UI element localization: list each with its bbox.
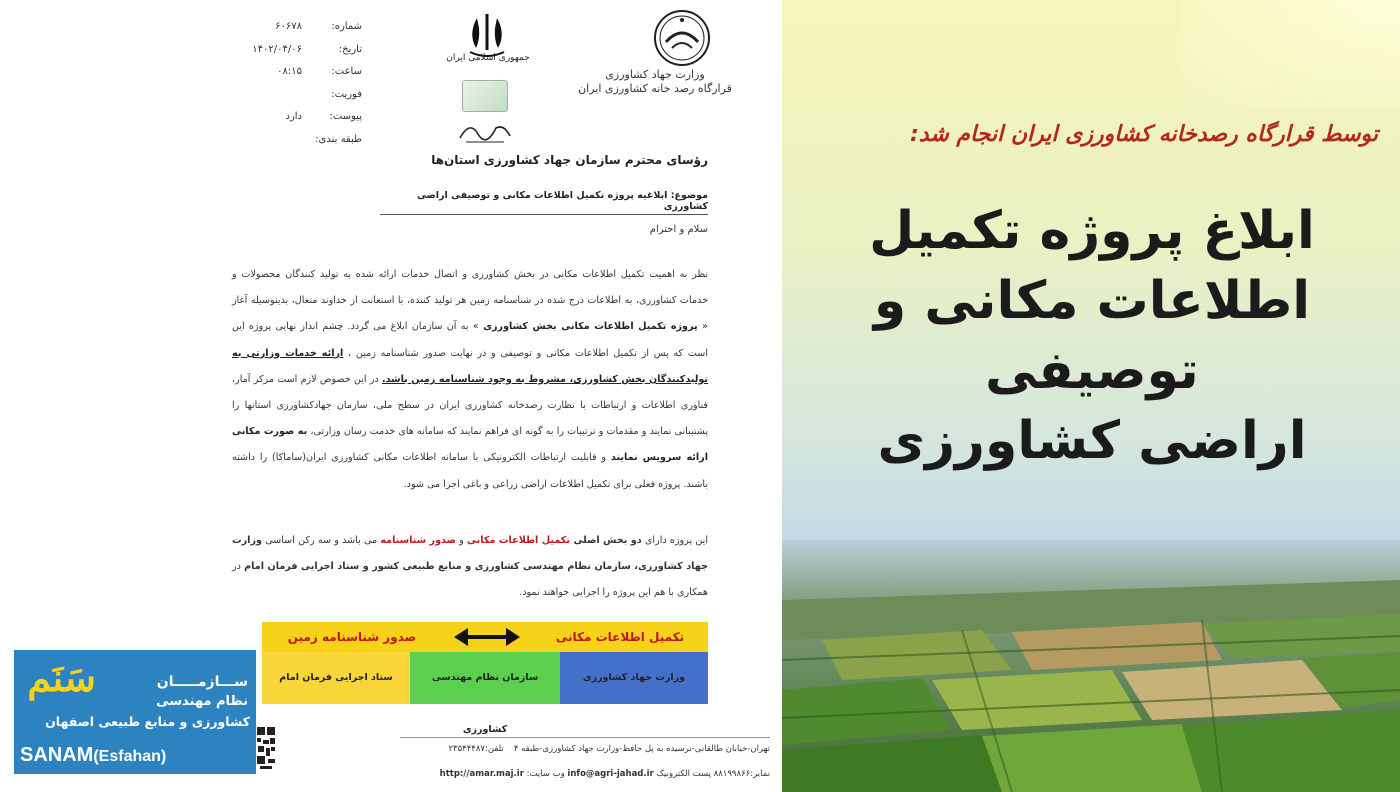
farmland-aerial-image xyxy=(782,540,1400,792)
meta-row xyxy=(222,106,362,129)
unit-name: قرارگاه رصد خانه کشاورزی ایران xyxy=(578,82,732,95)
body-red-highlight: تکمیل اطلاعات مکانی xyxy=(466,535,570,546)
footer-email[interactable]: info@agri-jahad.ir xyxy=(567,769,654,779)
meta-label: ساعت: xyxy=(331,66,362,78)
sanam-badge xyxy=(14,650,256,774)
meta-label: تاریخ: xyxy=(338,43,362,55)
jahad-keshavarzi-logo-icon xyxy=(652,8,712,68)
footer-phone: تلفن:۲۳۵۴۴۴۸۷ xyxy=(448,744,504,754)
ministry-caption xyxy=(560,68,750,96)
letter-body xyxy=(232,262,708,498)
letter-body-second xyxy=(232,528,708,606)
meta-row xyxy=(222,84,362,107)
diagram-label-spatial-info: تکمیل اطلاعات مکانی xyxy=(555,630,685,644)
body-text: » به آن سازمان ابلاغ می گردد. چشم انداز نهایی پروژه این است که پس از تکمیل اطلاعات مکانی و توصیفی و در نهایت صدور شناسنامه زمین ، xyxy=(232,321,708,359)
sanam-org-line1: ســـازمـــــان xyxy=(156,674,248,690)
poster-title xyxy=(812,196,1372,476)
meta-label: شماره: xyxy=(331,21,362,32)
footer-contact xyxy=(400,769,770,779)
poster-title-line2: اطلاعات مکانی و توصیفی xyxy=(873,271,1311,401)
meta-value xyxy=(222,84,302,107)
footer-row xyxy=(400,743,770,756)
body-text: نظر به اهمیت تکمیل اطلاعات مکانی در بخش کشاورزی و اتصال خدمات ارائه شده به تولید کنندگان محصولات و خدمات کشاورزی، به اطلاعات درج شده در شناسنامه زمین هر تولید کننده، با استعانت از خداوند متعال، بدینوسیله آغاز « xyxy=(232,269,709,333)
poster-title-line3: اراضی کشاورزی xyxy=(877,411,1307,471)
meta-label: فوریت: xyxy=(331,88,362,100)
meta-row xyxy=(222,61,362,84)
footer-email-label: پست الکترونیک xyxy=(656,769,711,779)
meta-label: پیوست: xyxy=(329,111,362,123)
body-text: در همکاری با هم این پروژه را اجرایی خواهند نمود. xyxy=(232,561,708,598)
meta-value: دارد xyxy=(285,111,302,123)
project-diagram xyxy=(262,622,708,735)
body-bold-service: به صورت مکانی ارائه سرویس نمایند xyxy=(232,426,708,464)
body-text: می باشد و سه رکن اساسی xyxy=(261,535,381,546)
announcement-poster xyxy=(782,0,1400,792)
sanam-logo: سَنَم xyxy=(27,655,96,700)
greeting: سلام و احترام xyxy=(649,224,708,235)
body-bold-project: پروژه تکمیل اطلاعات مکانی بخش کشاورزی xyxy=(478,321,703,333)
seal-stamp xyxy=(462,80,508,112)
sanam-org-line3: کشاورزی و منابع طبیعی اصفهان xyxy=(45,714,250,729)
body-bold-pillars: وزارت جهاد کشاورزی، سازمان نظام مهندسی کشاورزی و منابع طبیعی کشور و ستاد اجرایی فرمان امام xyxy=(232,535,708,572)
body-text: و xyxy=(455,535,467,546)
signature xyxy=(456,116,514,146)
body-text: و قابلیت ارتباطات الکترونیکی با سامانه اطلاعات مکانی کشاورزی ایران(ساماکا) را داشته باشند. پروژه فعلی برای تکمیل اطلاعات اراضی زراعی و باغی اجرا می شود. xyxy=(232,452,708,490)
republic-text: جمهوری اسلامی ایران xyxy=(446,53,530,63)
sanam-latin-sub: (Esfahan) xyxy=(93,748,167,765)
sanam-latin-main: SANAM xyxy=(20,744,94,766)
footer-site-label: وب سایت: xyxy=(526,769,565,779)
body-bold-underlined: ارائه خدمات وزارتی به تولیدکنندگان بخش کشاورزی، مشروط به وجود شناسنامه زمین باشد. xyxy=(232,347,708,385)
meta-value xyxy=(222,129,302,152)
double-arrow-icon xyxy=(454,628,520,646)
body-text: این پروژه دارای xyxy=(641,535,709,546)
sanam-org-line2: نظام مهندسی xyxy=(156,694,248,709)
meta-value: ۱۴۰۲/۰۴/۰۶ xyxy=(252,43,302,55)
meta-label: طبقه بندی: xyxy=(315,133,362,145)
diagram-box-ministry: وزارت جهاد کشاورزی xyxy=(560,652,708,704)
ministry-name: وزارت جهاد کشاورزی xyxy=(605,68,705,81)
meta-row xyxy=(222,39,362,62)
poster-subtitle: توسط قرارگاه رصدخانه کشاورزی ایران انجام شد: xyxy=(909,122,1378,147)
sky-glow xyxy=(1182,0,1400,110)
letter-meta xyxy=(222,16,362,152)
meta-row xyxy=(222,129,362,152)
body-text: در این خصوص لازم است مرکز آمار، فناوری اطلاعات و ارتباطات با نظارت رصدخانه کشاورزی ایران در سطح ملی، سازمان جهادکشاورزی استانها را پشتیبانی نمایند و مقدمات و ترتیبات را به گونه ای فراهم نمایند که سامانه های خدمت رسان وزارتی، xyxy=(232,373,708,438)
subject-line: موضوع: ابلاغیه پروژه تکمیل اطلاعات مکانی و توصیفی اراضی کشاورزی xyxy=(380,190,708,215)
diagram-box-imam-headquarters: ستاد اجرایی فرمان امام xyxy=(262,652,410,704)
sanam-latin-name xyxy=(20,744,254,767)
meta-row xyxy=(222,16,362,39)
body-red-highlight: صدور شناسنامه xyxy=(380,535,456,546)
addressee: رؤسای محترم سازمان جهاد کشاورزی استان‌ها xyxy=(431,153,708,167)
footer-fax: نمابر:۸۸۱۹۹۸۶۶ xyxy=(713,769,770,779)
body-bold: دو بخش اصلی xyxy=(569,535,642,546)
qr-code-icon xyxy=(256,726,276,770)
diagram-label-land-certificate: صدور شناسنامه زمین xyxy=(287,630,417,644)
footer-divider xyxy=(400,737,770,738)
diagram-box-engineering-org: سازمان نظام مهندسی کشاورزی xyxy=(410,652,560,704)
footer-website[interactable]: http://amar.maj.ir xyxy=(439,769,524,779)
meta-value: ۶۰۶۷۸ xyxy=(275,21,302,32)
letter-footer xyxy=(400,743,770,756)
poster-title-line1: ابلاغ پروژه تکمیل xyxy=(869,201,1315,261)
footer-address: تهران-خیابان طالقانی-نرسیده به پل حافظ-وزارت جهاد کشاورزی-طبقه ۴ xyxy=(513,744,770,754)
meta-value: ۰۸:۱۵ xyxy=(277,66,302,78)
